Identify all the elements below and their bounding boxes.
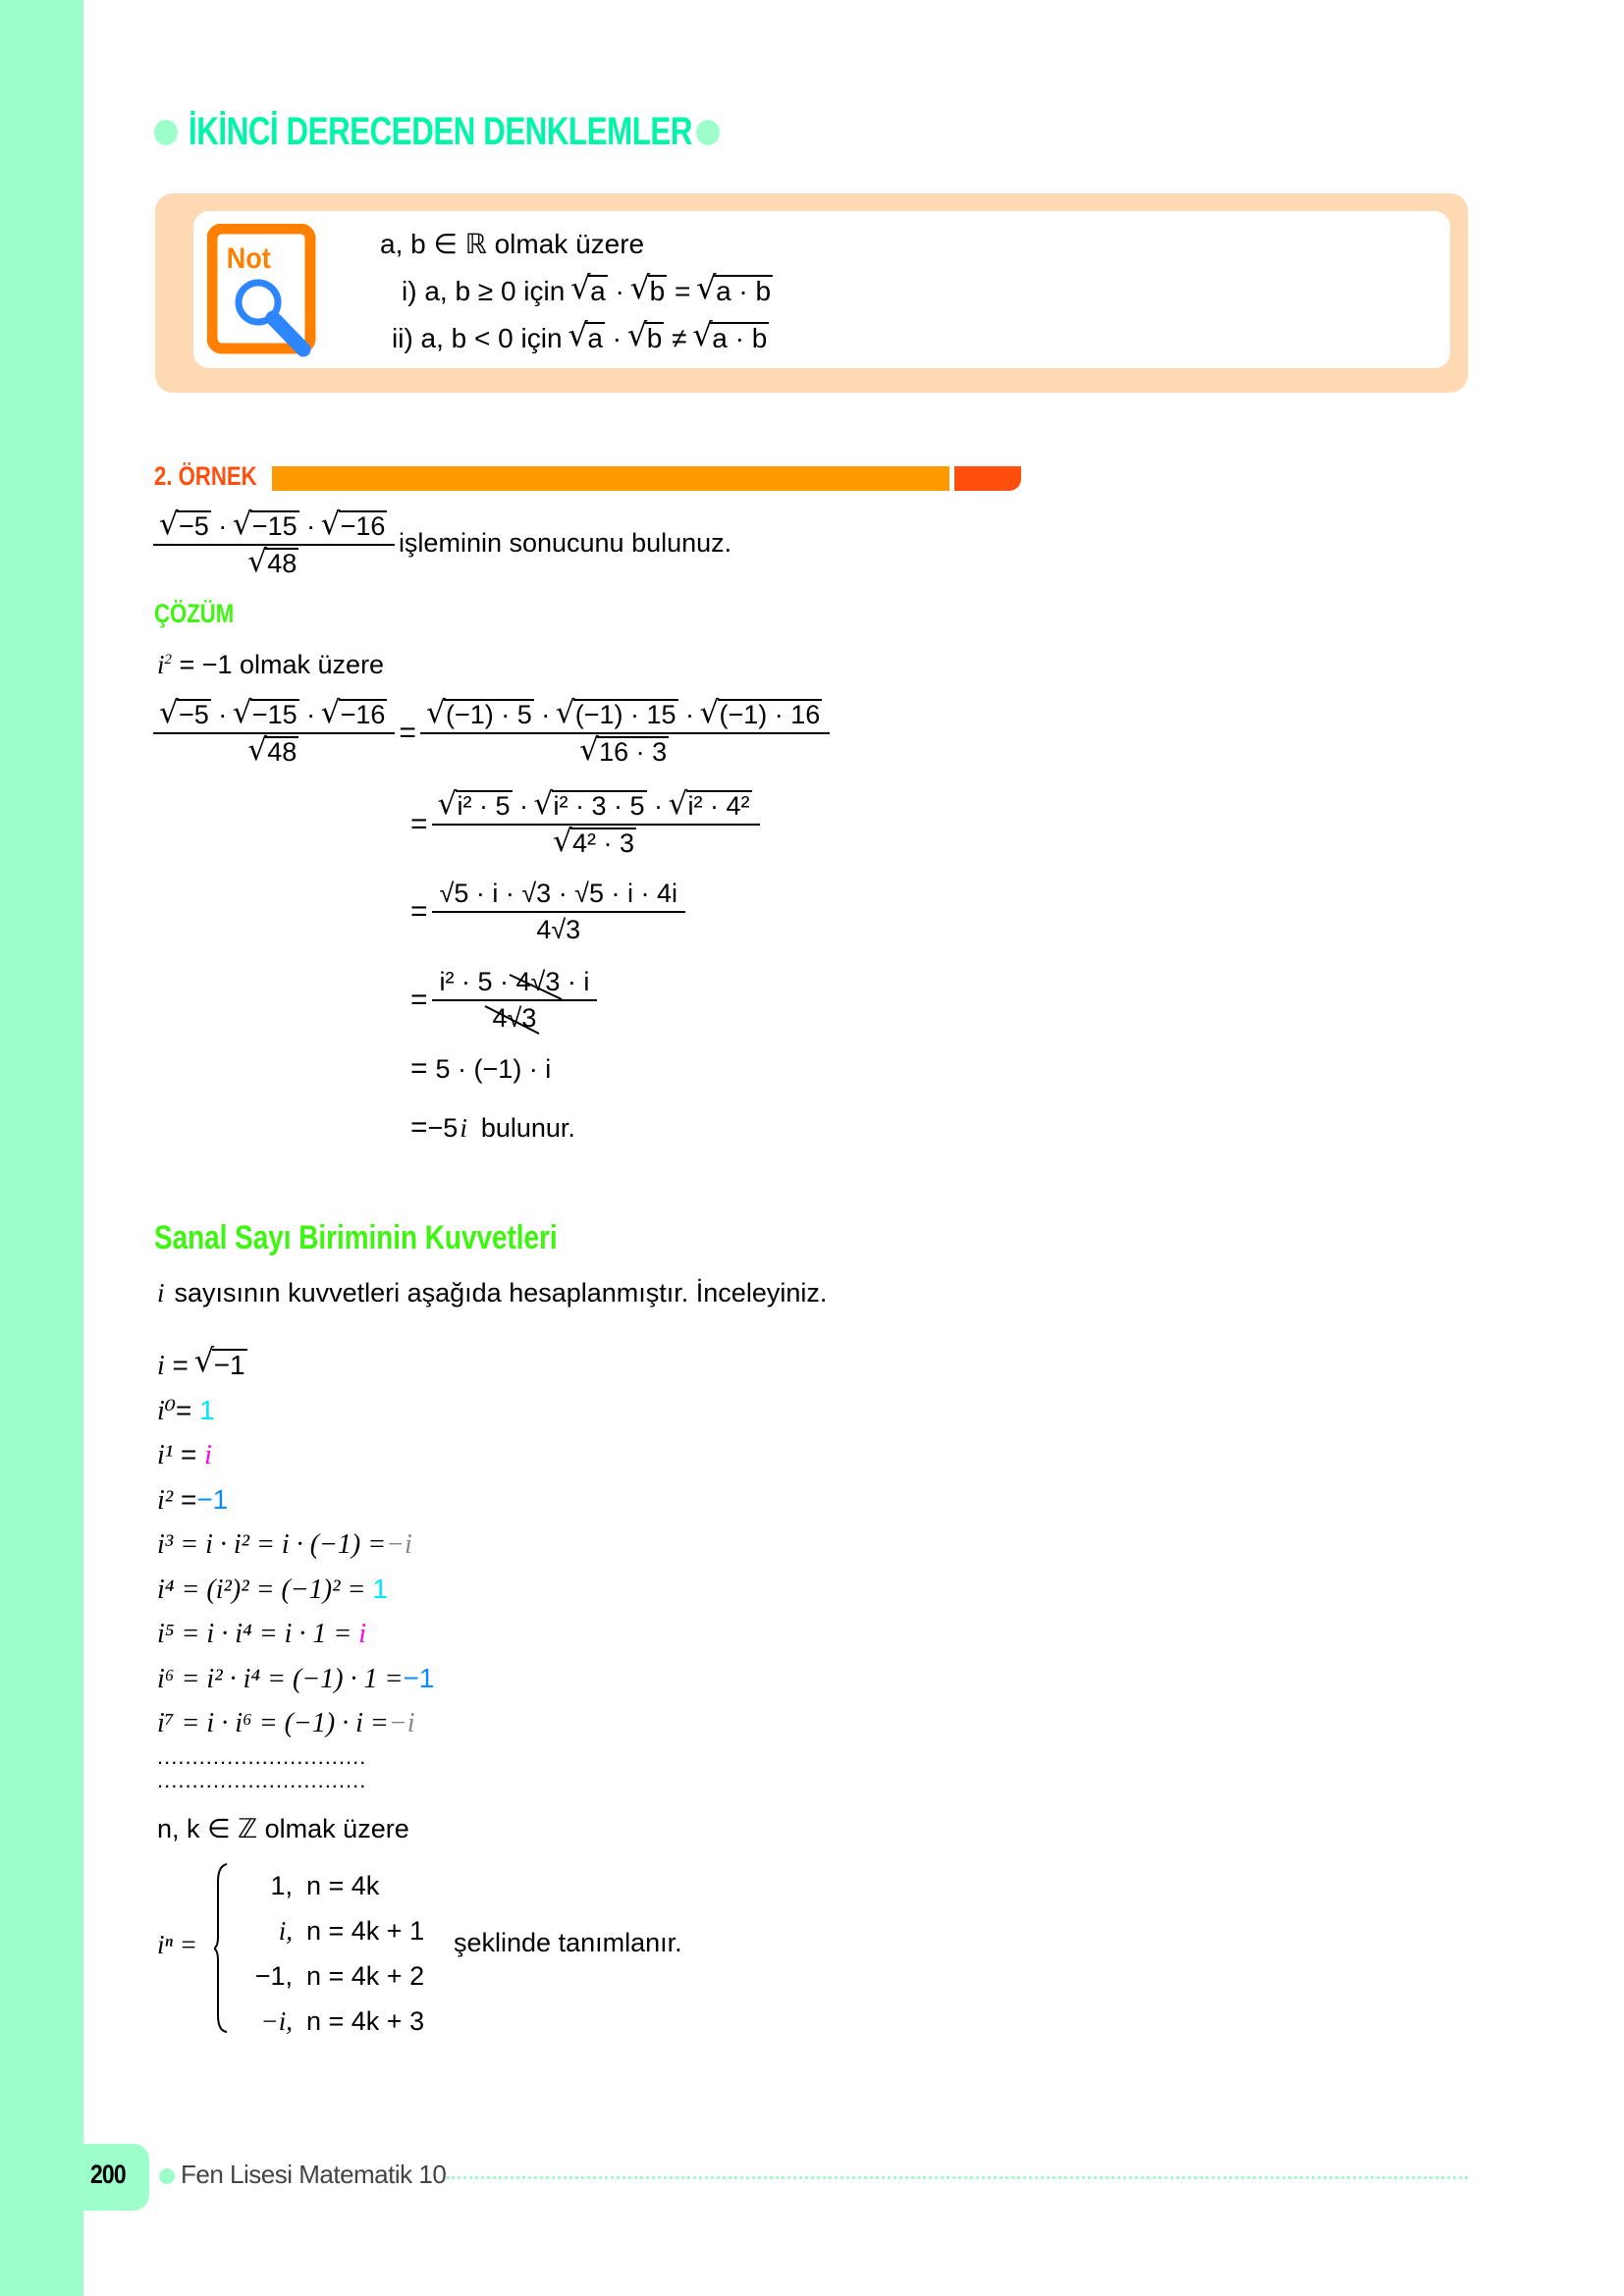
radicand: −5 xyxy=(179,700,209,729)
example-header xyxy=(154,461,270,492)
definition-premise: n, k ∈ ℤ olmak üzere xyxy=(157,1814,409,1843)
note-magnifier-icon xyxy=(207,224,335,361)
radicand: b xyxy=(649,276,666,306)
radicand: −16 xyxy=(340,511,386,541)
power-row xyxy=(157,1567,434,1612)
example-bar-end xyxy=(954,466,1021,491)
case-condition: n = 4k + 2 xyxy=(306,1961,425,1991)
note-inner xyxy=(193,211,1450,368)
imaginary-unit: i xyxy=(157,1278,165,1308)
cancel-strike-marks xyxy=(436,967,613,1045)
footer-dotted-rule xyxy=(447,2176,1468,2179)
power-lhs: i³ xyxy=(157,1529,174,1560)
power-row xyxy=(157,1432,434,1477)
definition-lhs-text: iⁿ = xyxy=(157,1930,197,1959)
radicand: (−1) · 15 xyxy=(574,700,677,729)
note-box xyxy=(155,193,1468,393)
power-expr: = xyxy=(173,1483,197,1515)
power-lhs: i⁶ xyxy=(157,1663,175,1694)
power-row: i = √ −1 xyxy=(157,1343,434,1388)
power-row xyxy=(157,1656,434,1701)
note-line-1: a, b ∈ ℝ olmak üzere xyxy=(380,229,645,259)
power-row xyxy=(157,1388,434,1433)
relation: = xyxy=(674,276,691,306)
page-number-tab xyxy=(0,2144,149,2211)
example-fraction xyxy=(157,510,391,579)
fraction-numerator: √5 · i · √3 · √5 · i · 4i xyxy=(439,879,678,908)
fraction xyxy=(436,879,682,945)
ellipsis-line: .............................. xyxy=(157,1743,367,1769)
sqrt-a xyxy=(572,268,608,315)
fraction-numerator: √ i² · 5 · √ i² · 3 · 5 · √ i² · 4² xyxy=(436,790,756,824)
footer-bullet xyxy=(159,2168,175,2184)
power-expr: = (i²)² = (−1)² = xyxy=(174,1574,373,1605)
note-item-label: i) xyxy=(402,276,417,306)
fraction xyxy=(157,699,391,768)
power-result: 1 xyxy=(199,1394,215,1425)
sqrt xyxy=(161,699,211,730)
sqrt xyxy=(558,699,678,730)
sqrt xyxy=(323,699,388,730)
equals-sign: = xyxy=(410,984,428,1016)
power-expr: = i² · i⁴ = (−1) · 1 = xyxy=(174,1663,404,1694)
powers-of-i-list xyxy=(157,1343,434,1792)
equals-sign: = xyxy=(399,717,416,749)
sqrt xyxy=(555,828,636,859)
power-row xyxy=(157,1522,434,1567)
fraction-denominator xyxy=(153,732,395,768)
case-condition: n = 4k + 3 xyxy=(306,2006,425,2036)
power-lhs: i⁵ xyxy=(157,1619,175,1649)
chapter-title-row xyxy=(154,110,844,154)
solution-premise xyxy=(157,650,384,680)
fraction-numerator: i² · 5 · 4√3 · i xyxy=(439,967,590,996)
case-condition: n = 4k xyxy=(306,1871,380,1900)
case-row xyxy=(234,1953,424,1999)
sqrt-b xyxy=(629,315,665,362)
radicand: a · b xyxy=(716,276,772,306)
case-condition: n = 4k + 1 xyxy=(306,1916,425,1946)
sqrt xyxy=(235,510,299,542)
section-intro-text: sayısının kuvvetleri aşağıda hesaplanmıştır. İnceleyiniz. xyxy=(174,1278,828,1308)
note-condition: a, b ≥ 0 için xyxy=(424,276,566,306)
equals-sign: = xyxy=(410,895,428,928)
radicand: −5 xyxy=(179,511,209,541)
solution-step-6 xyxy=(410,1111,575,1145)
definition-suffix: şeklinde tanımlanır. xyxy=(454,1928,682,1957)
radicand: 48 xyxy=(267,549,298,578)
radicand: 48 xyxy=(267,737,298,767)
power-result: −1 xyxy=(196,1483,229,1515)
power-row xyxy=(157,1611,434,1656)
power-result: i xyxy=(358,1619,367,1649)
note-line-2: i) a, b ≥ 0 için √ a · √ b = √ a · b xyxy=(380,268,773,315)
left-brace-icon xyxy=(214,1862,228,2034)
radicand: −16 xyxy=(340,700,386,729)
power-lhs: i xyxy=(157,1351,165,1381)
note-line-3: ii) a, b < 0 için √ a · √ b ≠ √ a · b xyxy=(380,315,773,362)
sqrt-b xyxy=(632,268,668,315)
radicand: 16 · 3 xyxy=(599,737,668,767)
radicand: −15 xyxy=(251,700,298,729)
radicand: a xyxy=(590,276,606,306)
premise-text: = −1 olmak üzere xyxy=(179,650,385,679)
power-lhs: i⁰ xyxy=(157,1395,177,1426)
case-row xyxy=(234,1908,424,1953)
power-expr: = i · i⁶ = (−1) · i = xyxy=(174,1708,389,1738)
fraction-numerator: √ (−1) · 5 · √ (−1) · 15 · √ (−1) · 16 xyxy=(424,699,826,732)
page-number: 200 xyxy=(90,2160,126,2189)
note-content xyxy=(380,221,773,362)
section-intro xyxy=(157,1278,827,1308)
fraction-numerator: √ −5 · √ −15 · √ −16 xyxy=(157,699,391,732)
equals-sign: = xyxy=(410,808,428,840)
sqrt xyxy=(671,790,752,822)
radicand: i² · 5 xyxy=(457,791,511,821)
power-row xyxy=(157,1700,434,1745)
power-expr: = i · i⁴ = i · 1 = xyxy=(174,1619,359,1649)
fraction xyxy=(436,967,594,1034)
fraction-denominator xyxy=(432,824,760,859)
chapter-title: İKİNCİ DERECEDEN DENKLEMLER xyxy=(189,110,692,153)
example-bar xyxy=(272,466,949,491)
sqrt xyxy=(196,1343,247,1388)
result-suffix: bulunur. xyxy=(480,1112,575,1143)
power-lhs: i¹ xyxy=(157,1440,174,1470)
page-sidebar-strip xyxy=(0,0,83,2296)
relation: ≠ xyxy=(672,323,687,353)
solution-step-4 xyxy=(410,967,593,1034)
radicand: −1 xyxy=(213,1350,245,1380)
radicand: (−1) · 5 xyxy=(445,700,532,729)
sqrt xyxy=(323,510,388,542)
radicand: 4² · 3 xyxy=(572,828,635,858)
radicand: i² · 4² xyxy=(687,791,750,821)
definition-cases xyxy=(234,1863,424,2044)
sqrt xyxy=(440,790,513,822)
fraction-numerator: √ −5 · √ −15 · √ −16 xyxy=(157,510,391,544)
sqrt-ab xyxy=(694,315,769,362)
sqrt xyxy=(161,510,211,542)
power-result: −1 xyxy=(403,1662,435,1693)
power-expr: = xyxy=(173,1439,205,1469)
sqrt xyxy=(249,548,298,579)
solution-step-5 xyxy=(410,1052,551,1086)
fraction-denominator: 4√3 xyxy=(432,999,598,1034)
section-title: Sanal Sayı Biriminin Kuvvetleri xyxy=(154,1219,558,1256)
radicand: a · b xyxy=(712,323,768,353)
case-row xyxy=(234,1999,424,2044)
power-lhs: i² xyxy=(157,1484,174,1516)
example-question-text: işleminin sonucunu bulunuz. xyxy=(398,528,732,559)
radicand: (−1) · 16 xyxy=(719,700,821,729)
ellipsis-line: .............................. xyxy=(157,1767,367,1792)
power-row xyxy=(157,1477,434,1522)
sqrt-ab xyxy=(698,268,773,315)
fraction-denominator xyxy=(153,544,395,579)
imaginary-unit: i xyxy=(460,1112,467,1143)
power-expr: = i · i² = i · (−1) = xyxy=(173,1529,387,1560)
solution-step-3 xyxy=(410,879,681,945)
imaginary-unit: $i^2$ xyxy=(157,650,172,679)
case-value: 1, xyxy=(270,1871,293,1900)
step-expression: 5 · (−1) · i xyxy=(435,1053,552,1084)
example-label: 2. ÖRNEK xyxy=(154,461,257,491)
case-value: −1, xyxy=(254,1961,293,1991)
power-expr: = xyxy=(176,1394,200,1425)
solution-step-1 xyxy=(157,699,826,768)
radicand: i² · 3 · 5 xyxy=(553,791,645,821)
power-result: 1 xyxy=(372,1573,388,1604)
sqrt xyxy=(581,736,669,768)
case-value: −i, xyxy=(260,2006,293,2036)
fraction xyxy=(424,699,826,768)
fraction-denominator xyxy=(420,732,830,768)
power-lhs: i⁴ xyxy=(157,1574,175,1605)
sqrt xyxy=(249,736,298,768)
radicand: b xyxy=(646,323,663,353)
equals-sign: = xyxy=(410,1052,428,1085)
power-result: −i xyxy=(388,1708,415,1738)
book-title: Fen Lisesi Matematik 10 xyxy=(181,2160,447,2189)
power-result: −i xyxy=(386,1529,412,1560)
fraction-denominator: 4√3 xyxy=(432,911,686,945)
sqrt-a xyxy=(569,315,605,362)
solution-label: ÇÖZÜM xyxy=(154,599,235,628)
sqrt xyxy=(428,699,534,730)
radicand: −15 xyxy=(251,511,298,541)
definition-lhs xyxy=(157,1930,197,1960)
title-bullet-right xyxy=(696,120,720,145)
note-item-label: ii) xyxy=(392,323,413,353)
radicand: a xyxy=(587,323,603,353)
sqrt xyxy=(702,699,823,730)
case-value: i, xyxy=(278,1916,293,1946)
solution-step-2 xyxy=(410,790,756,859)
example-question xyxy=(157,510,731,579)
svg-text:Not: Not xyxy=(226,241,271,276)
result-value: −5 xyxy=(427,1112,459,1143)
title-bullet-left xyxy=(154,120,178,145)
sqrt xyxy=(235,699,299,730)
power-result: i xyxy=(204,1440,212,1470)
case-row xyxy=(234,1863,424,1908)
sqrt xyxy=(536,790,647,822)
power-lhs: i⁷ xyxy=(157,1708,175,1738)
equals-sign: = xyxy=(410,1111,428,1144)
note-condition: a, b < 0 için xyxy=(420,323,563,353)
fraction xyxy=(436,790,756,859)
